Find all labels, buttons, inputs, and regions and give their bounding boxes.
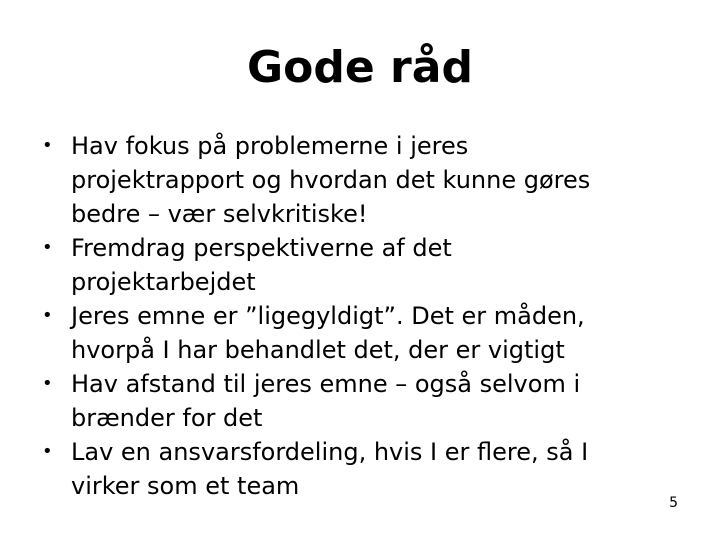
bullet-item [42, 299, 672, 367]
bullet-line: brænder for det [71, 404, 263, 432]
bullet-line: Lav en ansvarsfordeling, hvis I er flere, så I [71, 438, 589, 466]
bullet-line: Hav fokus på problemerne i jeres [71, 132, 469, 160]
page-number: 5 [669, 495, 678, 511]
bullet-line: hvorpå I har behandlet det, der er vigtigt [71, 336, 565, 364]
bullet-line: bedre – vær selvkritiske! [71, 200, 368, 228]
bullet-line: virker som et team [71, 472, 300, 500]
bullet-line: projektrapport og hvordan det kunne gøres [71, 166, 591, 194]
bullet-item [42, 129, 672, 231]
bullet-line: Jeres emne er ”ligegyldigt”. Det er måden, [71, 302, 585, 330]
bullet-line: Fremdrag perspektiverne af det [71, 234, 452, 262]
bullet-icon: • [42, 237, 53, 258]
bullet-line: Hav afstand til jeres emne – også selvom i [71, 370, 581, 398]
bullet-icon: • [42, 305, 53, 326]
bullet-item [42, 435, 672, 503]
bullet-list [42, 129, 672, 503]
bullet-icon: • [42, 135, 53, 156]
bullet-line: projektarbejdet [71, 268, 256, 296]
bullet-icon: • [42, 441, 53, 462]
bullet-item [42, 231, 672, 299]
bullet-icon: • [42, 373, 53, 394]
bullet-item [42, 367, 672, 435]
slide-title: Gode råd [247, 42, 473, 93]
